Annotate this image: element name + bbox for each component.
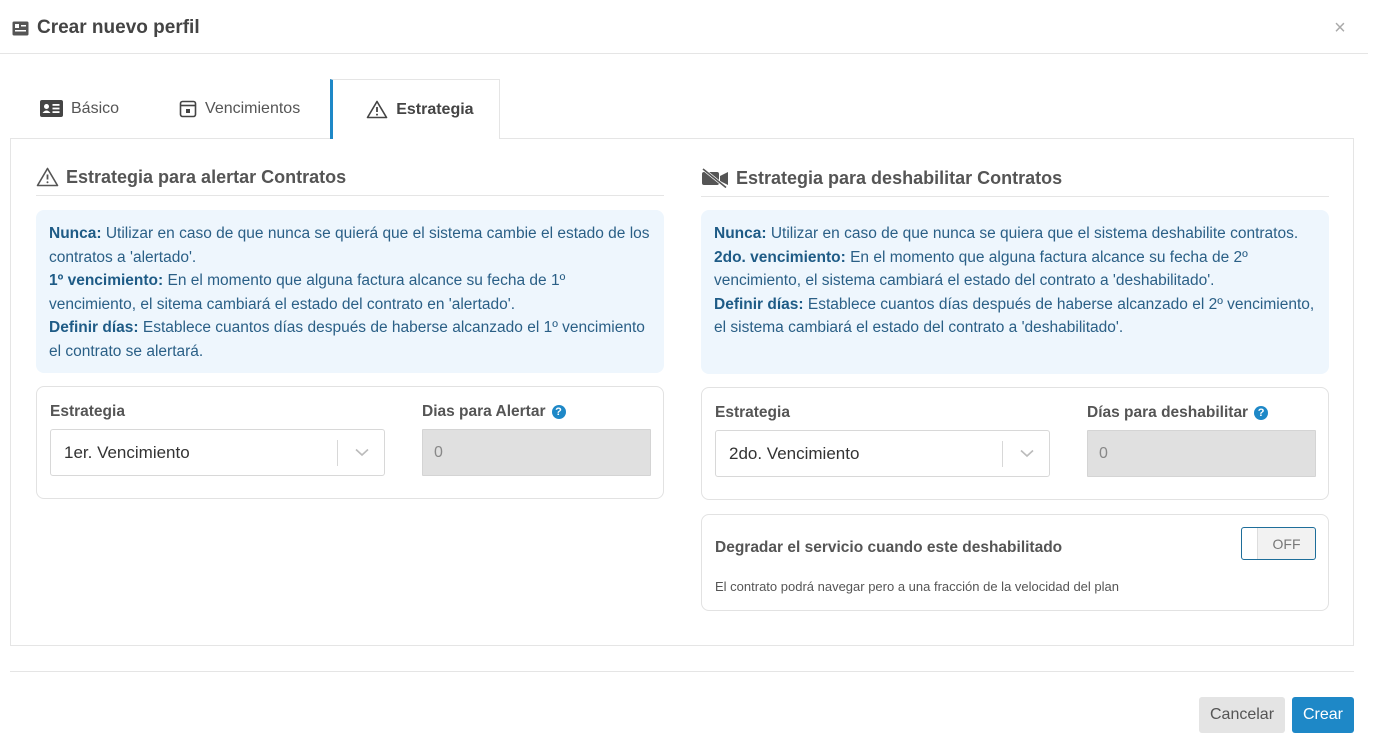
info-term: 2do. vencimiento: bbox=[714, 248, 846, 266]
info-text: Utilizar en caso de que nunca se quiera que el sistema deshabilite contratos. bbox=[766, 225, 1299, 242]
disable-strategy-section bbox=[701, 139, 1329, 611]
info-text: Utilizar en caso de que nunca se quierá que el sistema cambie el estado de los contratos a 'alertado'. bbox=[49, 225, 650, 266]
info-line bbox=[49, 272, 565, 313]
footer-divider bbox=[10, 671, 1354, 672]
strategy-panel bbox=[10, 138, 1354, 646]
create-button[interactable]: Crear bbox=[1292, 697, 1354, 733]
disable-settings-card bbox=[701, 387, 1329, 500]
section-title-text: Estrategia para deshabilitar Contratos bbox=[736, 167, 1063, 188]
select-value: 2do. Vencimiento bbox=[729, 443, 860, 463]
info-text: Establece cuantos días después de haberse alcanzado el 2º vencimiento, el sistema cambiará el estado del contrato a 'deshabilitado'. bbox=[714, 295, 1315, 336]
section-title-text: Estrategia para alertar Contratos bbox=[66, 166, 347, 187]
info-text: En el momento que alguna factura alcance su fecha de 1º vencimiento, el sitema cambiará el estado del contrato en 'alertado'. bbox=[49, 272, 566, 313]
info-term: Nunca: bbox=[49, 225, 102, 242]
info-term: 1º vencimiento: bbox=[49, 272, 164, 289]
id-card-icon bbox=[12, 21, 29, 36]
tab-vencimientos[interactable] bbox=[149, 79, 330, 138]
video-off-icon bbox=[701, 168, 729, 188]
chevron-down-icon bbox=[354, 444, 370, 465]
degrade-description: El contrato podrá navegar pero a una fracción de la velocidad del plan bbox=[715, 579, 1119, 594]
section-title bbox=[36, 163, 664, 196]
toggle-state: OFF bbox=[1272, 535, 1301, 552]
tab-basico[interactable] bbox=[10, 79, 149, 138]
info-term: Definir días: bbox=[49, 319, 139, 336]
info-line bbox=[49, 319, 645, 360]
tab-label: Vencimientos bbox=[205, 99, 301, 117]
tab-estrategia[interactable] bbox=[330, 79, 499, 139]
tab-label: Básico bbox=[71, 99, 120, 117]
alert-settings-card bbox=[36, 386, 664, 499]
select-separator bbox=[337, 440, 338, 466]
toggle-knob bbox=[1242, 528, 1258, 559]
info-term: Definir días: bbox=[714, 295, 804, 313]
alert-strategy-select[interactable] bbox=[50, 429, 385, 476]
days-disable-input[interactable]: 0 bbox=[1087, 430, 1316, 477]
strategy-label: Estrategia bbox=[715, 404, 790, 421]
id-card-icon bbox=[40, 100, 63, 117]
info-line bbox=[49, 225, 650, 266]
calendar-icon bbox=[179, 100, 197, 118]
warning-icon bbox=[366, 100, 388, 119]
modal-header bbox=[0, 0, 1368, 54]
degrade-title: Degradar el servicio cuando este deshabilitado bbox=[715, 539, 1063, 556]
info-box bbox=[36, 210, 664, 373]
info-box bbox=[701, 210, 1329, 374]
modal-title-text: Crear nuevo perfil bbox=[37, 17, 200, 38]
tab-bar bbox=[10, 79, 500, 139]
strategy-label: Estrategia bbox=[50, 403, 125, 420]
help-icon[interactable]: ? bbox=[552, 405, 566, 419]
degrade-toggle[interactable] bbox=[1241, 527, 1316, 560]
alert-strategy-section bbox=[36, 139, 664, 499]
help-icon[interactable]: ? bbox=[1254, 406, 1268, 420]
select-separator bbox=[1002, 441, 1003, 467]
info-text: En el momento que alguna factura alcance su fecha de 2º vencimiento, el sistema cambiará el estado del contrato a 'deshabilitado'. bbox=[714, 248, 1248, 289]
info-line bbox=[714, 249, 1248, 290]
days-disable-label-text: Días para deshabilitar bbox=[1087, 404, 1249, 421]
warning-icon bbox=[36, 167, 59, 187]
select-value: 1er. Vencimiento bbox=[64, 442, 190, 462]
degrade-service-card bbox=[701, 514, 1329, 611]
info-text: Establece cuantos días después de haberse alcanzado el 1º vencimiento el contrato se alertará. bbox=[49, 319, 645, 360]
info-line bbox=[714, 225, 1298, 242]
tab-label: Estrategia bbox=[396, 100, 474, 118]
days-disable-label bbox=[1087, 404, 1268, 422]
info-line bbox=[714, 296, 1314, 337]
days-alert-input[interactable]: 0 bbox=[422, 429, 651, 476]
modal-title bbox=[12, 17, 200, 39]
info-term: Nunca: bbox=[714, 225, 767, 242]
days-alert-label bbox=[422, 403, 566, 421]
close-icon[interactable]: × bbox=[1334, 17, 1346, 39]
section-title bbox=[701, 164, 1329, 197]
chevron-down-icon bbox=[1019, 445, 1035, 466]
cancel-button[interactable]: Cancelar bbox=[1199, 697, 1285, 733]
disable-strategy-select[interactable] bbox=[715, 430, 1050, 477]
days-alert-label-text: Dias para Alertar bbox=[422, 403, 546, 420]
